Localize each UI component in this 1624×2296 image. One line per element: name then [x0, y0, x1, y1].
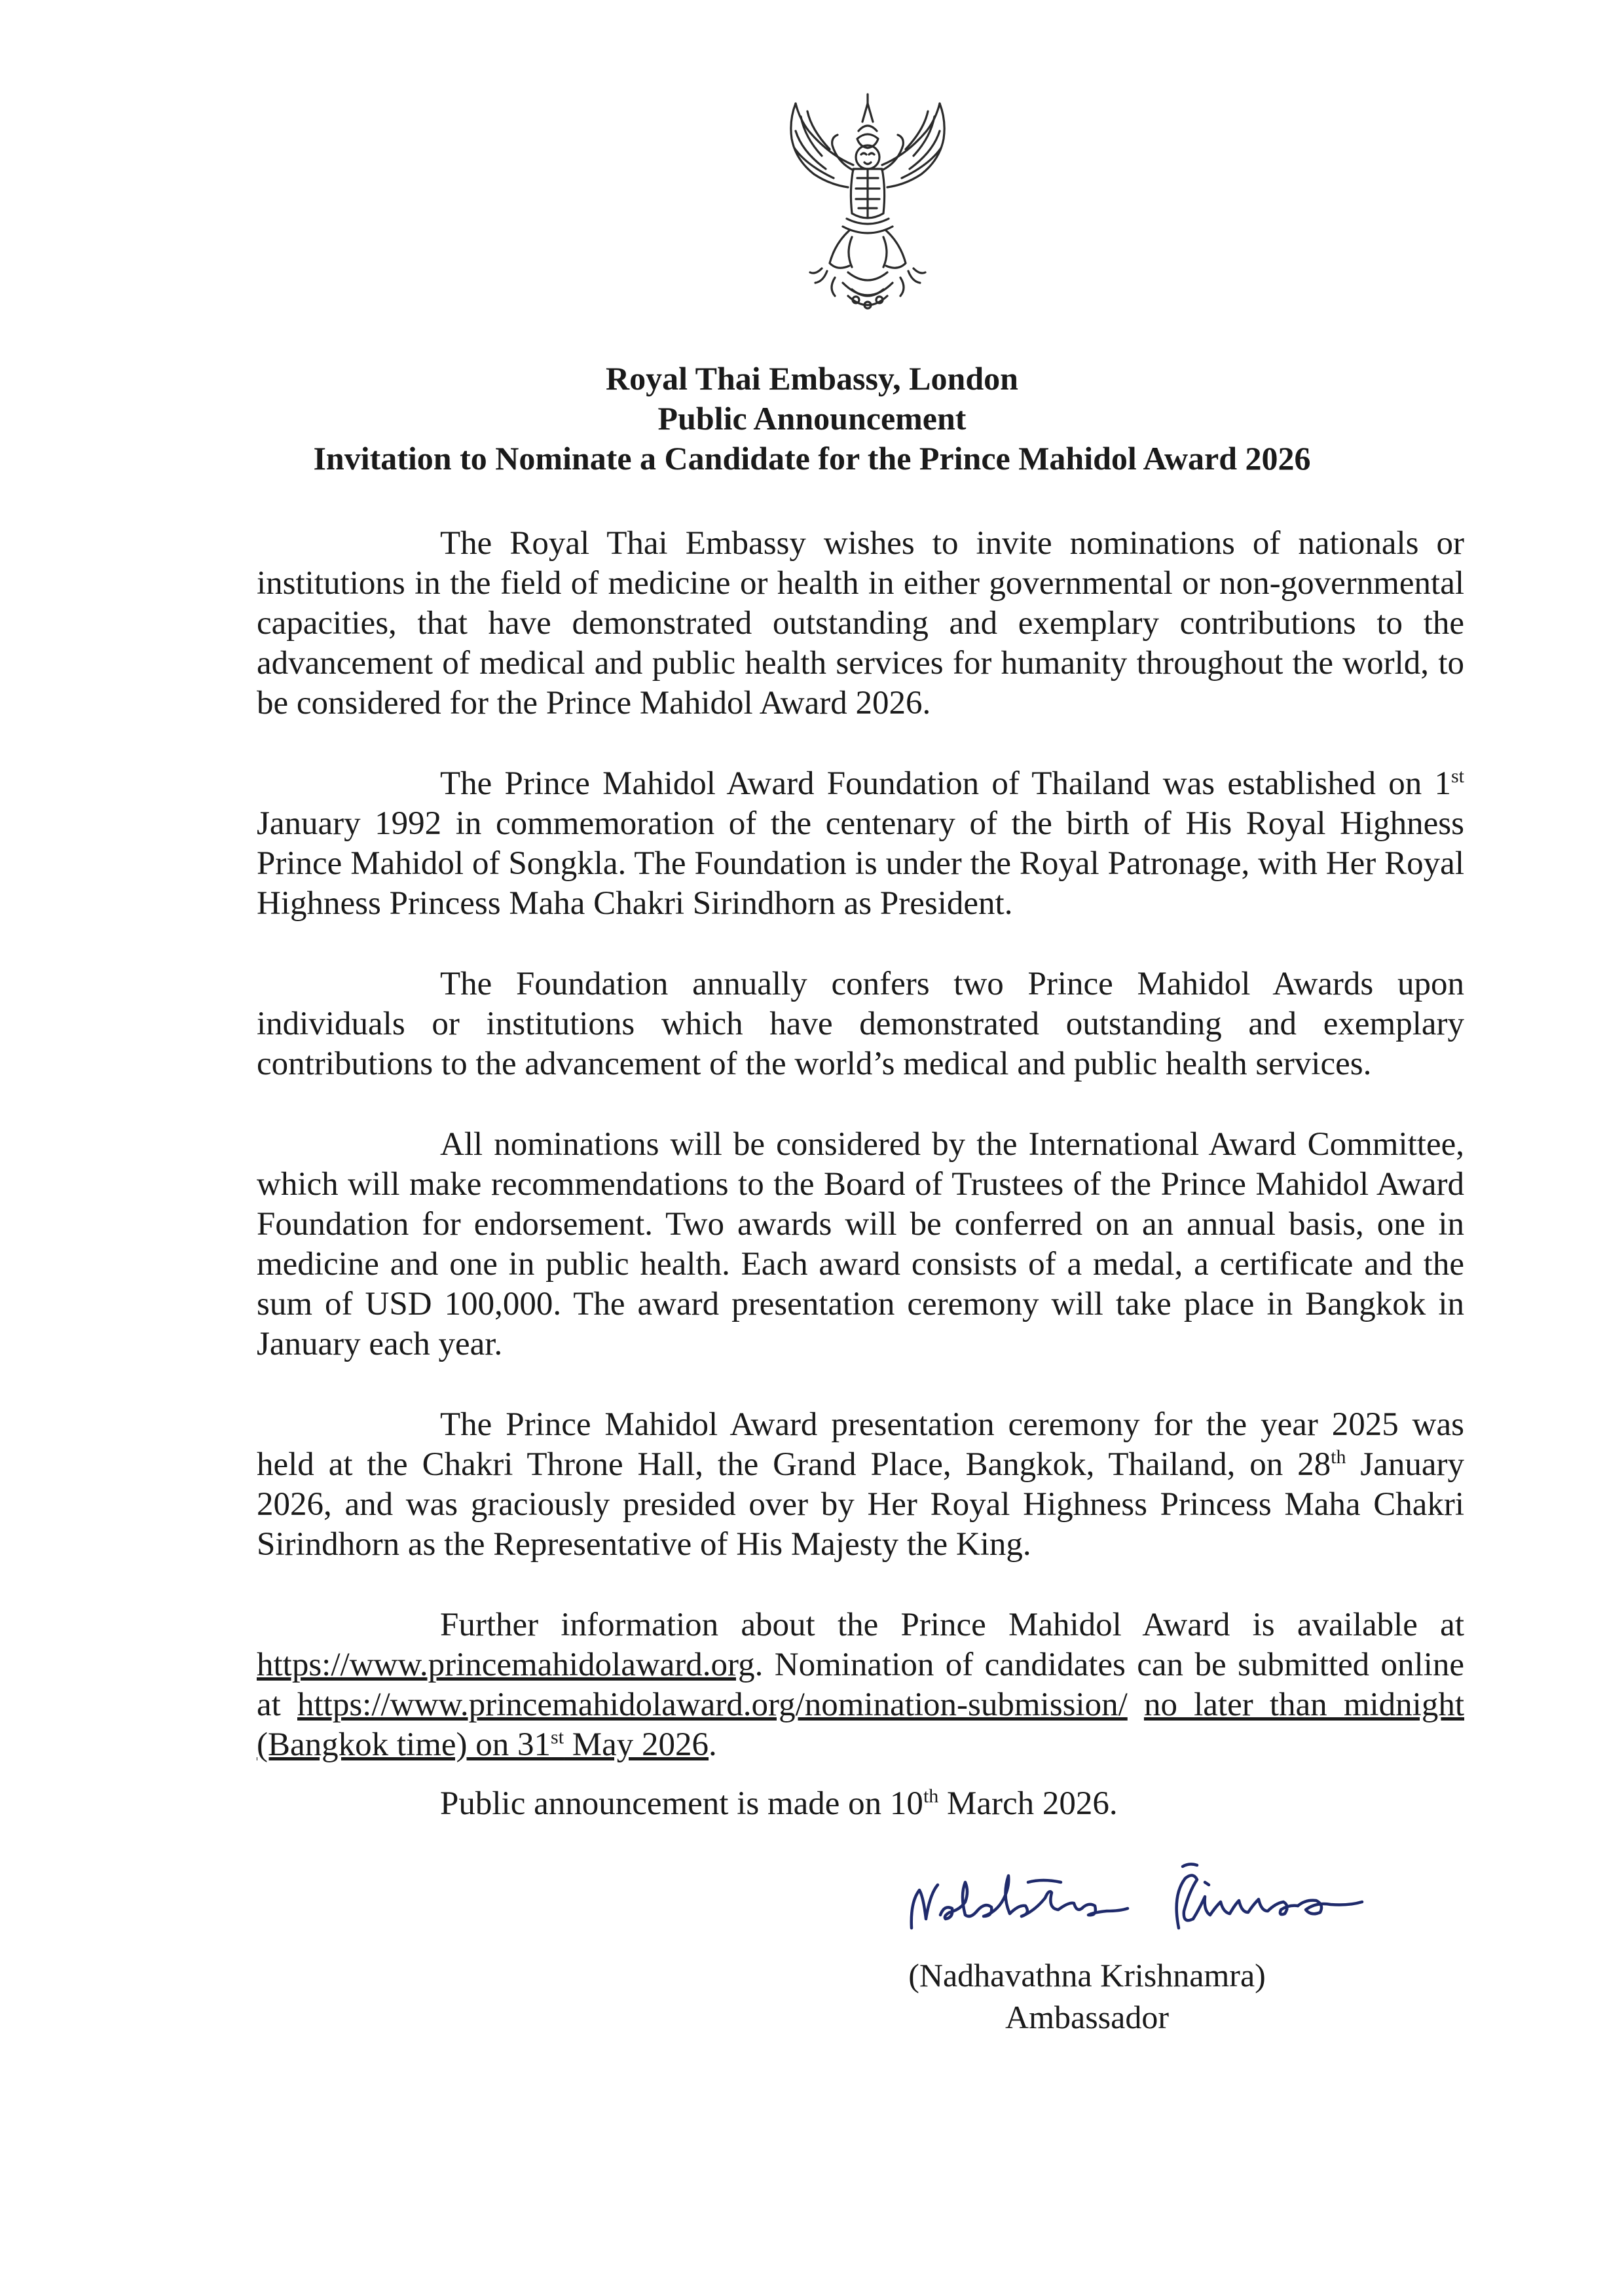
- garuda-emblem-icon: [769, 92, 966, 318]
- text-span: no later than midnight (Bangkok time) on 31: [257, 1686, 1465, 1763]
- paragraph-committee: All nominations will be considered by the International Award Committee, which will make recommendations to the Board of Trustees of the Prince Mahidol Award Foundation for endorsement. Two awards will be conferred on an annual basis, one in medicine and one in public health. Each award consists of a medal, a certificate and the sum of USD 100,000. The award presentation ceremony will take place in Bangkok in January each year.: [257, 1126, 1464, 1362]
- announcement-type: Public Announcement: [657, 400, 967, 437]
- announcement-date: [440, 1784, 1118, 1824]
- ordinal-suffix: st: [551, 1726, 564, 1748]
- website-link[interactable]: https://www.princemahidolaward.org: [257, 1647, 755, 1683]
- text-span: .: [709, 1726, 717, 1763]
- nomination-link[interactable]: https://www.princemahidolaward.org/nomination-submission/: [297, 1686, 1128, 1723]
- paragraph-invitation: The Royal Thai Embassy wishes to invite nominations of nationals or institutions in the field of medicine or health in either governmental or non-governmental capacities, that have demonstrated outstanding and exemplary contributions to the advancement of medical and public health services for humanity throughout the world, to be considered for the Prince Mahidol Award 2026.: [257, 525, 1464, 721]
- ordinal-suffix: st: [1450, 765, 1464, 787]
- text-span: The Prince Mahidol Award Foundation of Thailand was established on 1: [440, 765, 1451, 802]
- announcement-body: [257, 524, 1464, 1806]
- text-span: January 1992 in commemoration of the centenary of the birth of His Royal Highness Prince Mahidol of Songkla. The Foundation is under the Royal Patronage, with Her Royal Highness Princess Maha Chakri Sirindhorn as President.: [257, 805, 1464, 922]
- paragraph-awards: The Foundation annually confers two Prince Mahidol Awards upon individuals or institutions which have demonstrated outstanding and exemplary contributions to the advancement of the world’s medical and public health services.: [257, 966, 1464, 1082]
- ordinal-suffix: th: [1331, 1446, 1346, 1468]
- ambassador-name: (Nadhavathna Krishnamra): [908, 1957, 1266, 1994]
- text-span: January 2026, and was graciously presided over by Her Royal Highness Princess Maha Chakri Sirindhorn as the Representative of His Majesty the King.: [257, 1446, 1465, 1563]
- signatory-block: [819, 1954, 1356, 2038]
- ambassador-title: Ambassador: [1005, 1999, 1169, 2035]
- announcement-subject: Invitation to Nominate a Candidate for the Prince Mahidol Award 2026: [313, 440, 1311, 477]
- paragraph-ceremony: [257, 1405, 1464, 1565]
- paragraph-further-info: [257, 1605, 1464, 1765]
- text-span: [1128, 1686, 1144, 1723]
- handwritten-signature: [897, 1856, 1382, 1944]
- paragraph-foundation: [257, 764, 1464, 924]
- text-span: Public announcement is made on 10: [440, 1785, 923, 1822]
- embassy-title: Royal Thai Embassy, London: [606, 360, 1018, 397]
- text-span: . Nomination of candidates can be submitted online at: [257, 1647, 1464, 1723]
- text-span: May 2026: [564, 1726, 709, 1763]
- ordinal-suffix: th: [923, 1785, 939, 1807]
- announcement-heading: [196, 359, 1428, 479]
- text-span: March 2026.: [938, 1785, 1118, 1822]
- text-span: Further information about the Prince Mahidol Award is available at: [440, 1607, 1464, 1643]
- text-span: The Prince Mahidol Award presentation ceremony for the year 2025 was held at the Chakri Throne Hall, the Grand Place, Bangkok, Thailand, on 28: [257, 1406, 1464, 1483]
